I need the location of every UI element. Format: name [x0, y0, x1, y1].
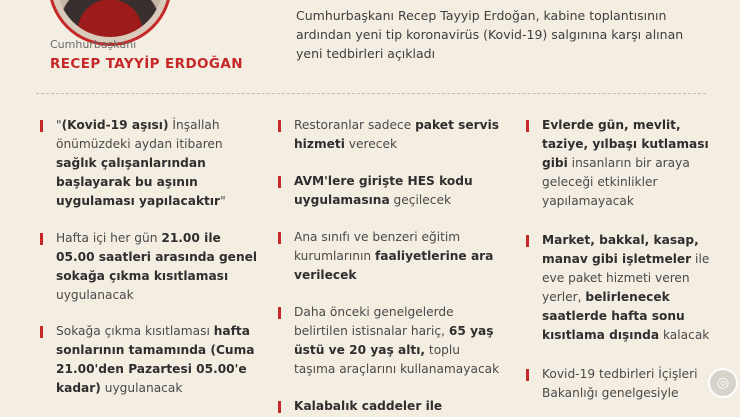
measure-text: Market, bakkal, kasap, manav gibi işletmeler ile eve paket hizmeti veren yerler, belirlenecek saatlerde hafta sonu kısıtlama dışında kalacak [542, 233, 710, 342]
measure-item [526, 231, 716, 345]
measure-item [278, 397, 500, 416]
speaker-role: Cumhurbaşkanı [50, 38, 137, 51]
measure-text: Sokağa çıkma kısıtlaması hafta sonlarının tamamında (Cuma 21.00'den Pazartesi 05.00'e kadar) uygulanacak [56, 324, 255, 395]
measure-text: Daha önceki genelgelerde belirtilen istisnalar hariç, 65 yaş üstü ve 20 yaş altı, toplu taşıma araçlarını kullanamayacak [294, 305, 500, 376]
measure-item [526, 116, 716, 211]
measure-item [40, 116, 260, 211]
measure-text: "(Kovid-19 aşısı) İnşallah önümüzdeki aydan itibaren sağlık çalışanlarından başlayarak bu aşının uygulaması yapılacaktır" [56, 118, 226, 208]
bullet-bar [278, 401, 281, 413]
measure-item [40, 229, 260, 305]
measure-item [526, 365, 716, 403]
measure-item [278, 303, 500, 379]
measures-column-1 [40, 116, 260, 398]
speaker-name: RECEP TAYYİP ERDOĞAN [50, 56, 243, 72]
bullet-bar [278, 120, 281, 132]
divider [36, 93, 706, 94]
measure-item [278, 116, 500, 154]
bullet-bar [526, 369, 529, 381]
intro-text: Cumhurbaşkanı Recep Tayyip Erdoğan, kabine toplantısının ardından yeni tip koronavirüs (Kovid-19) salgınına karşı alınan yeni tedbirleri açıkladı [296, 8, 684, 61]
measure-text: Ana sınıfı ve benzeri eğitim kurumlarının faaliyetlerine ara verilecek [294, 230, 494, 282]
measures-column-2 [278, 116, 500, 417]
bullet-bar [278, 232, 281, 244]
measure-text: Evlerde gün, mevlit, taziye, yılbaşı kutlaması gibi insanların bir araya geleceği etkinlikler yapılamayacak [542, 118, 709, 208]
bullet-bar [278, 176, 281, 188]
measure-item [278, 228, 500, 285]
measure-item [278, 172, 500, 210]
measure-text: Hafta içi her gün 21.00 ile 05.00 saatleri arasında genel sokağa çıkma kısıtlaması uygulanacak [56, 231, 258, 302]
bullet-bar [40, 120, 43, 132]
bullet-bar [40, 326, 43, 338]
agency-logo-icon: ◎ [708, 368, 738, 398]
bullet-bar [40, 233, 43, 245]
measure-text: AVM'lere girişte HES kodu uygulamasına geçilecek [294, 174, 473, 207]
measure-item [40, 322, 260, 398]
measure-text: Kalabalık caddeler ile [294, 399, 443, 413]
bullet-bar [526, 235, 529, 247]
bullet-bar [526, 120, 529, 132]
measure-text: Kovid-19 tedbirleri İçişleri Bakanlığı genelgesiyle [542, 367, 698, 400]
bullet-bar [278, 307, 281, 319]
measures-column-3 [526, 116, 716, 417]
measure-text: Restoranlar sadece paket servis hizmeti verecek [294, 118, 500, 151]
